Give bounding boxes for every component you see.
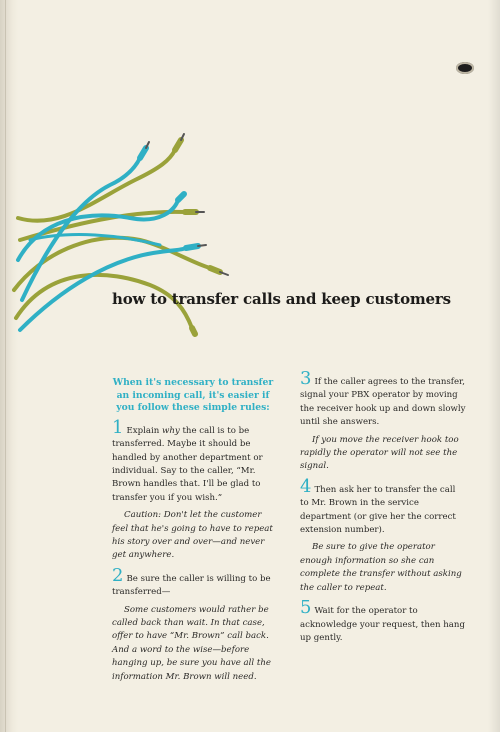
left-column — [112, 377, 274, 690]
step-number: 5 — [300, 597, 312, 619]
step-number: 4 — [300, 475, 312, 497]
step-2: 2 Be sure the caller is willing to be transferred— — [112, 564, 271, 598]
step-number: 1 — [112, 416, 124, 438]
step-3-note: If you move the receiver hook too rapidly the operator will not see the signal. — [300, 434, 459, 472]
step-5: 5 Wait for the operator to acknowledge your request, then hang up gently. — [300, 597, 465, 643]
step-1: 1 Explain why the call is to be transferred. Maybe it should be handled by another department or individual. Say to the caller, “Mr. Brown handles that. I'll be glad to transfer you if you wish.” — [112, 416, 263, 503]
step-4-note: Be sure to give the operator enough information so she can complete the transfer without asking the caller to repeat. — [300, 542, 462, 593]
step-number: 3 — [300, 368, 312, 389]
olive-cord-1 — [18, 150, 175, 221]
step-number: 2 — [112, 564, 124, 586]
intro-text: When it's necessary to transfer an incoming call, it's easier if you follow these simple rules: — [112, 377, 274, 414]
right-column — [300, 368, 466, 649]
step-3: 3 If the caller agrees to the transfer, signal your PBX operator by moving the receiver hook up and down slowly until she answers. — [300, 368, 466, 428]
page-title: how to transfer calls and keep customers — [112, 290, 451, 308]
step-2-note: Some customers would rather be called back than wait. In that case, offer to have “Mr. Brown” call back. And a word to the wise—before hanging up, be sure you have all the information Mr. Brown will need. — [112, 604, 271, 682]
step-4: 4 Then ask her to transfer the call to Mr. Brown in the service department (or give her the correct extension number). — [300, 475, 456, 536]
step-1-note: Caution: Don't let the customer feel that he's going to have to repeat his story over and over—and never get anywhere. — [112, 510, 273, 561]
